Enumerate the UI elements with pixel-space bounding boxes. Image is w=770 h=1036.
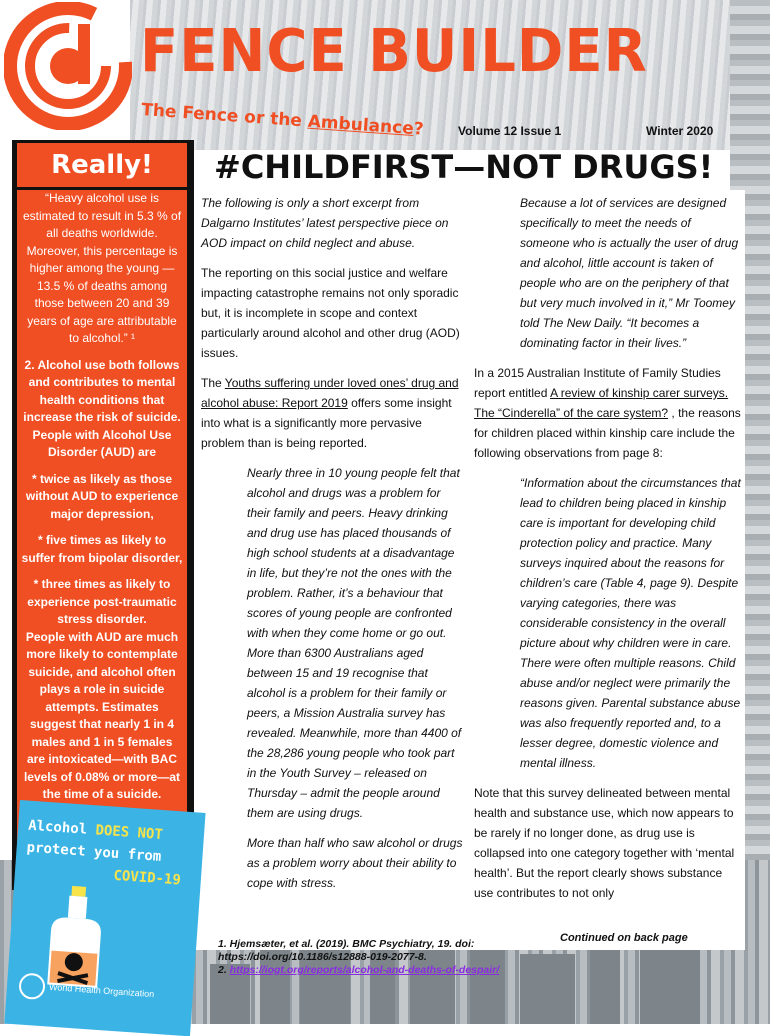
article-paragraph: The Youths suffering under loved ones’ drug and alcohol abuse: Report 2019 offers some insight into what is a significantly more pervasive problem than is being reported. <box>201 376 459 450</box>
sidebar-point: * three times as likely to experience post-traumatic stress disorder. <box>27 577 177 626</box>
footnote-link[interactable]: https://iogt.org/reports/alcohol-and-deaths-of-despair/ <box>229 964 500 976</box>
sidebar-point: People with AUD are much more likely to contemplate suicide, and alcohol often plays a role in suicide attempts. Estimates suggest that nearly 1 in 4 males and 1 in 5 females are intoxicated—with BAC levels of 0.08% or more—at the time of a suicide. <box>23 629 181 801</box>
article-paragraph: Note that this survey delineated between mental health and substance use, which now appears to be rarely if no longer done, as drug use is collapsed into one category together with ‘mental health’. But the report clearly shows substance use contributes to not only <box>474 786 735 900</box>
masthead-tagline: The Fence or the Ambulance? <box>140 100 425 140</box>
sidebar-point: * five times as likely to suffer from bipolar disorder, <box>21 533 183 565</box>
sidebar-point: * twice as likely as those without AUD to experience major depression, <box>25 471 179 521</box>
article-column-right <box>474 193 742 913</box>
sidebar-quote: “Heavy alcohol use is estimated to result in 5.3 % of all deaths worldwide. Moreover, this percentage is higher among the young — 13.5 % of deaths among those between 20 and 39 years of age are attributable to alcohol.” ¹ <box>22 191 182 345</box>
masthead-title: FENCE BUILDER <box>140 17 648 86</box>
issue-volume: Volume 12 Issue 1 <box>458 124 562 138</box>
article-column-left <box>201 193 463 903</box>
who-logo: World Health Organization <box>18 972 179 1009</box>
who-poster-image <box>4 800 205 1036</box>
fence-builder-logo-icon <box>4 2 132 130</box>
poster-text: Alcohol DOES NOT protect you from COVID-19 <box>26 817 182 889</box>
sidebar-body <box>17 190 187 884</box>
article-headline: #CHILDFIRST—NOT DRUGS! <box>214 148 714 186</box>
footnote-1: 1. Hjemsæter, et al. (2019). BMC Psychiatry, 19. doi: https://doi.org/10.1186/s12888-019-2077-8. <box>218 938 475 963</box>
issue-season: Winter 2020 <box>646 124 714 138</box>
footnotes <box>218 938 528 977</box>
article-paragraph: In a 2015 Australian Institute of Family Studies report entitled A review of kinship carer surveys. The “Cinderella” of the care system? , the reasons for children placed within kinship care include the following observations from page 8: <box>474 366 741 460</box>
article-paragraph: The reporting on this social justice and welfare impacting catastrophe remains not only sporadic but, it is incomplete in scope and context particularly around alcohol and other drug (AOD) issues. <box>201 266 460 360</box>
sidebar-heading: Really! <box>17 143 187 187</box>
sidebar-point: 2. Alcohol use both follows and contributes to mental health conditions that increase the risk of suicide. People with Alcohol Use Disorder (AUD) are <box>23 357 181 459</box>
article-quote: More than half who saw alcohol or drugs as a problem worry about their ability to cope with stress. <box>247 836 463 890</box>
report-link[interactable]: Youths suffering under loved ones’ drug and alcohol abuse: Report 2019 <box>201 376 459 410</box>
article-intro: The following is only a short excerpt from Dalgarno Institutes’ latest perspective piece on AOD impact on child neglect and abuse. <box>201 196 449 250</box>
article-quote: Because a lot of services are designed specifically to meet the needs of someone who is actually the user of drug and alcohol, little account is taken of people who are on the periphery of that but very much involved in it,” Mr Toomey told The New Daily. “It becomes a dominating factor in their lives.” <box>520 196 739 350</box>
footnote-2: 2. https://iogt.org/reports/alcohol-and-deaths-of-despair/ <box>218 964 500 976</box>
article-quote: Nearly three in 10 young people felt that alcohol and drugs was a problem for their family and peers. Heavy drinking and drug use has placed thousands of high school students at a disadvantage in life, but they’re not the ones with the problem. Rather, it’s a behaviour that scores of young people are confronted with when they come home or go out. More than 6300 Australians aged between 15 and 19 recognise that alcohol is a problem for their family or peers, a Mission Australia survey has revealed. Meanwhile, more than 4400 of the 28,286 young people who took part in the Youth Survey – released on Thursday – admit the people around them are using drugs. <box>247 466 462 820</box>
who-emblem-icon <box>18 972 46 1000</box>
kinship-report-link[interactable]: A review of kinship carer surveys. The “Cinderella” of the care system? <box>474 386 729 420</box>
continued-note: Continued on back page <box>560 932 688 944</box>
article-quote: “Information about the circumstances that lead to children being placed in kinship care is important for developing child protection policy and practice. Many surveys inquired about the reasons for children’s care (Table 4, page 9). Despite varying categories, there was considerable consistency in the overall picture about why children were in care. There were often multiple reasons. Child abuse and/or neglect were primarily the reasons given. Parental substance abuse was also frequently reported and, to a lesser degree, domestic violence and mental illness. <box>520 476 741 770</box>
